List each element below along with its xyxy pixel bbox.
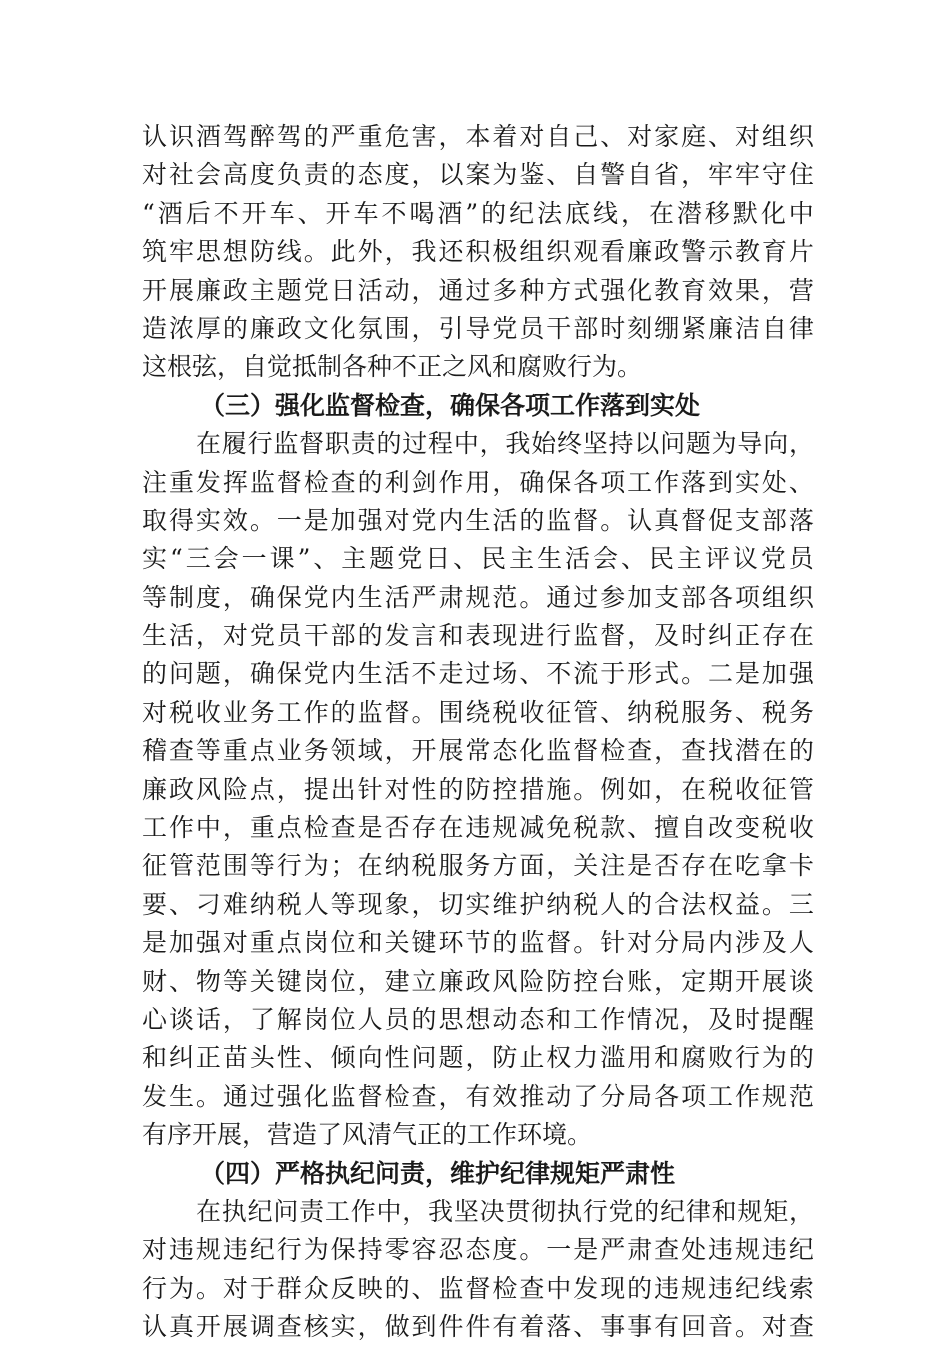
- text-line: 认 真 开 展 调 查 核 实 ， 做 到 件 件 有 着 落 、 事 事 有 回 音 。 对 查: [142, 1312, 814, 1342]
- text-line: 有序开展，营造了风清气正的工作环境。: [142, 1120, 593, 1150]
- document-body: [142, 118, 814, 1347]
- text-line: 是 加 强 对 重 点 岗 位 和 关 键 环 节 的 监 督 。 针 对 分 局 内 涉 及 人: [142, 928, 814, 958]
- text-line: 在 执 纪 问 责 工 作 中 ， 我 坚 决 贯 彻 执 行 党 的 纪 律 和 规 矩 ，: [196, 1196, 814, 1226]
- text-line: 的 问 题 ， 确 保 党 内 生 活 不 走 过 场 、 不 流 于 形 式 。 二 是 加 强: [142, 659, 814, 689]
- text-line: 等 制 度 ， 确 保 党 内 生 活 严 肃 规 范 。 通 过 参 加 支 部 各 项 组 织: [142, 582, 814, 612]
- text-line: 造 浓 厚 的 廉 政 文 化 氛 围 ， 引 导 党 员 干 部 时 刻 绷 紧 廉 洁 自 律: [142, 313, 814, 343]
- section-heading: （四）严格执纪问责，维护纪律规矩严肃性: [200, 1158, 676, 1188]
- text-line: 注 重 发 挥 监 督 检 查 的 利 剑 作 用 ， 确 保 各 项 工 作 落 到 实 处 、: [142, 467, 814, 497]
- text-line: 在 履 行 监 督 职 责 的 过 程 中 ， 我 始 终 坚 持 以 问 题 为 导 向 ，: [196, 429, 814, 459]
- text-line: 实 “ 三 会 一 课 ” 、 主 题 党 日 、 民 主 生 活 会 、 民 主 评 议 党 员: [142, 544, 814, 574]
- text-line: 对 税 收 业 务 工 作 的 监 督 。 围 绕 税 收 征 管 、 纳 税 服 务 、 税 务: [142, 697, 814, 727]
- text-line: 对 违 规 违 纪 行 为 保 持 零 容 忍 态 度 。 一 是 严 肃 查 处 违 规 违 纪: [142, 1235, 814, 1265]
- text-line: “ 酒 后 不 开 车 、 开 车 不 喝 酒 ” 的 纪 法 底 线 ， 在 潜 移 默 化 中: [142, 198, 814, 228]
- text-line: 廉 政 风 险 点 ， 提 出 针 对 性 的 防 控 措 施 。 例 如 ， 在 税 收 征 管: [142, 774, 814, 804]
- text-line: 要 、 刁 难 纳 税 人 等 现 象 ， 切 实 维 护 纳 税 人 的 合 法 权 益 。 三: [142, 889, 814, 919]
- text-line: 生 活 ， 对 党 员 干 部 的 发 言 和 表 现 进 行 监 督 ， 及 时 纠 正 存 在: [142, 621, 814, 651]
- section-heading: （三）强化监督检查，确保各项工作落到实处: [200, 390, 701, 420]
- text-line: 发 生 。 通 过 强 化 监 督 检 查 ， 有 效 推 动 了 分 局 各 项 工 作 规 范: [142, 1081, 814, 1111]
- text-line: 财 、 物 等 关 键 岗 位 ， 建 立 廉 政 风 险 防 控 台 账 ， 定 期 开 展 谈: [142, 966, 814, 996]
- text-line: 行 为 。 对 于 群 众 反 映 的 、 监 督 检 查 中 发 现 的 违 规 违 纪 线 索: [142, 1273, 814, 1303]
- text-line: 心 谈 话 ， 了 解 岗 位 人 员 的 思 想 动 态 和 工 作 情 况 ， 及 时 提 醒: [142, 1004, 814, 1034]
- text-line: 这根弦，自觉抵制各种不正之风和腐败行为。: [142, 352, 643, 382]
- text-line: 工 作 中 ， 重 点 检 查 是 否 存 在 违 规 减 免 税 款 、 擅 自 改 变 税 收: [142, 813, 814, 843]
- text-line: 筑 牢 思 想 防 线 。 此 外 ， 我 还 积 极 组 织 观 看 廉 政 警 示 教 育 片: [142, 237, 814, 267]
- text-line: 和 纠 正 苗 头 性 、 倾 向 性 问 题 ， 防 止 权 力 滥 用 和 腐 败 行 为 的: [142, 1043, 814, 1073]
- text-line: 认 识 酒 驾 醉 驾 的 严 重 危 害 ， 本 着 对 自 己 、 对 家 庭 、 对 组 织: [142, 122, 814, 151]
- text-line: 取 得 实 效 。 一 是 加 强 对 党 内 生 活 的 监 督 。 认 真 督 促 支 部 落: [142, 505, 814, 535]
- text-line: 征 管 范 围 等 行 为 ； 在 纳 税 服 务 方 面 ， 关 注 是 否 存 在 吃 拿 卡: [142, 851, 814, 881]
- text-line: 开 展 廉 政 主 题 党 日 活 动 ， 通 过 多 种 方 式 强 化 教 育 效 果 ， 营: [142, 275, 814, 305]
- text-line: 稽 查 等 重 点 业 务 领 域 ， 开 展 常 态 化 监 督 检 查 ， 查 找 潜 在 的: [142, 736, 814, 766]
- text-line: 对 社 会 高 度 负 责 的 态 度 ， 以 案 为 鉴 、 自 警 自 省 ， 牢 牢 守 住: [142, 160, 814, 190]
